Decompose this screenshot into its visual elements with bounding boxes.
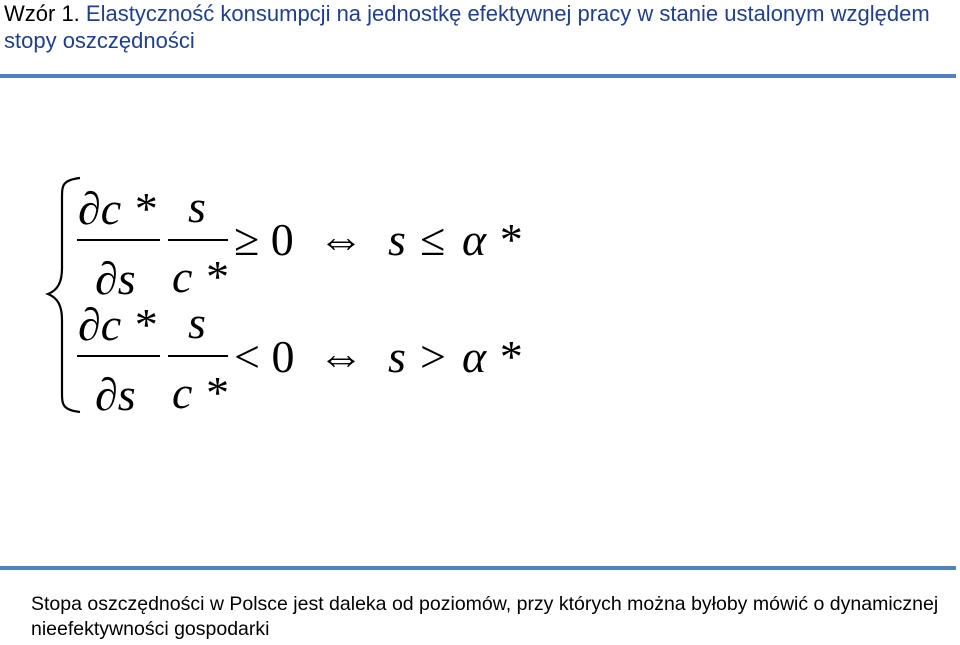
row2-lhs-denominator: ∂s [95,369,136,420]
row2-factor-denominator: c * [172,367,227,418]
bottom-divider [0,566,956,570]
footer-note: Stopa oszczędności w Polsce jest daleka od poziomów, przy których można byłoby mówić o dynamicznej nieefektywności gospodarki [31,593,939,640]
row1-condition-var: s [388,214,406,265]
title-text: Elastyczność konsumpcji na jednostkę efektywnej pracy w stanie ustalonym względem stopy oszczędności [4,1,930,53]
row2-lhs-numerator: ∂c * [78,299,156,350]
row2-relation: < 0 [234,331,295,382]
row1-equivalence: ⇔ [318,214,364,265]
row1-condition-rhs: α * [462,214,521,265]
title-prefix: Wzór 1. [4,1,80,26]
row1-lhs-numerator: ∂c * [78,183,156,234]
row1-relation: ≥ 0 [234,214,294,265]
row1-condition-rel: ≤ [420,214,446,265]
row1-factor-numerator: s [188,181,206,232]
formula-row-2 [77,297,521,420]
row2-condition-rhs: α * [462,331,521,382]
left-brace [48,178,80,412]
row1-lhs-denominator: ∂s [95,253,136,304]
formula-row-1 [77,181,521,304]
row2-factor-numerator: s [188,297,206,348]
row2-condition-rel: > [420,331,446,382]
row2-condition-var: s [388,331,406,382]
row2-equivalence: ⇔ [318,331,364,382]
row1-factor-denominator: c * [172,251,227,302]
